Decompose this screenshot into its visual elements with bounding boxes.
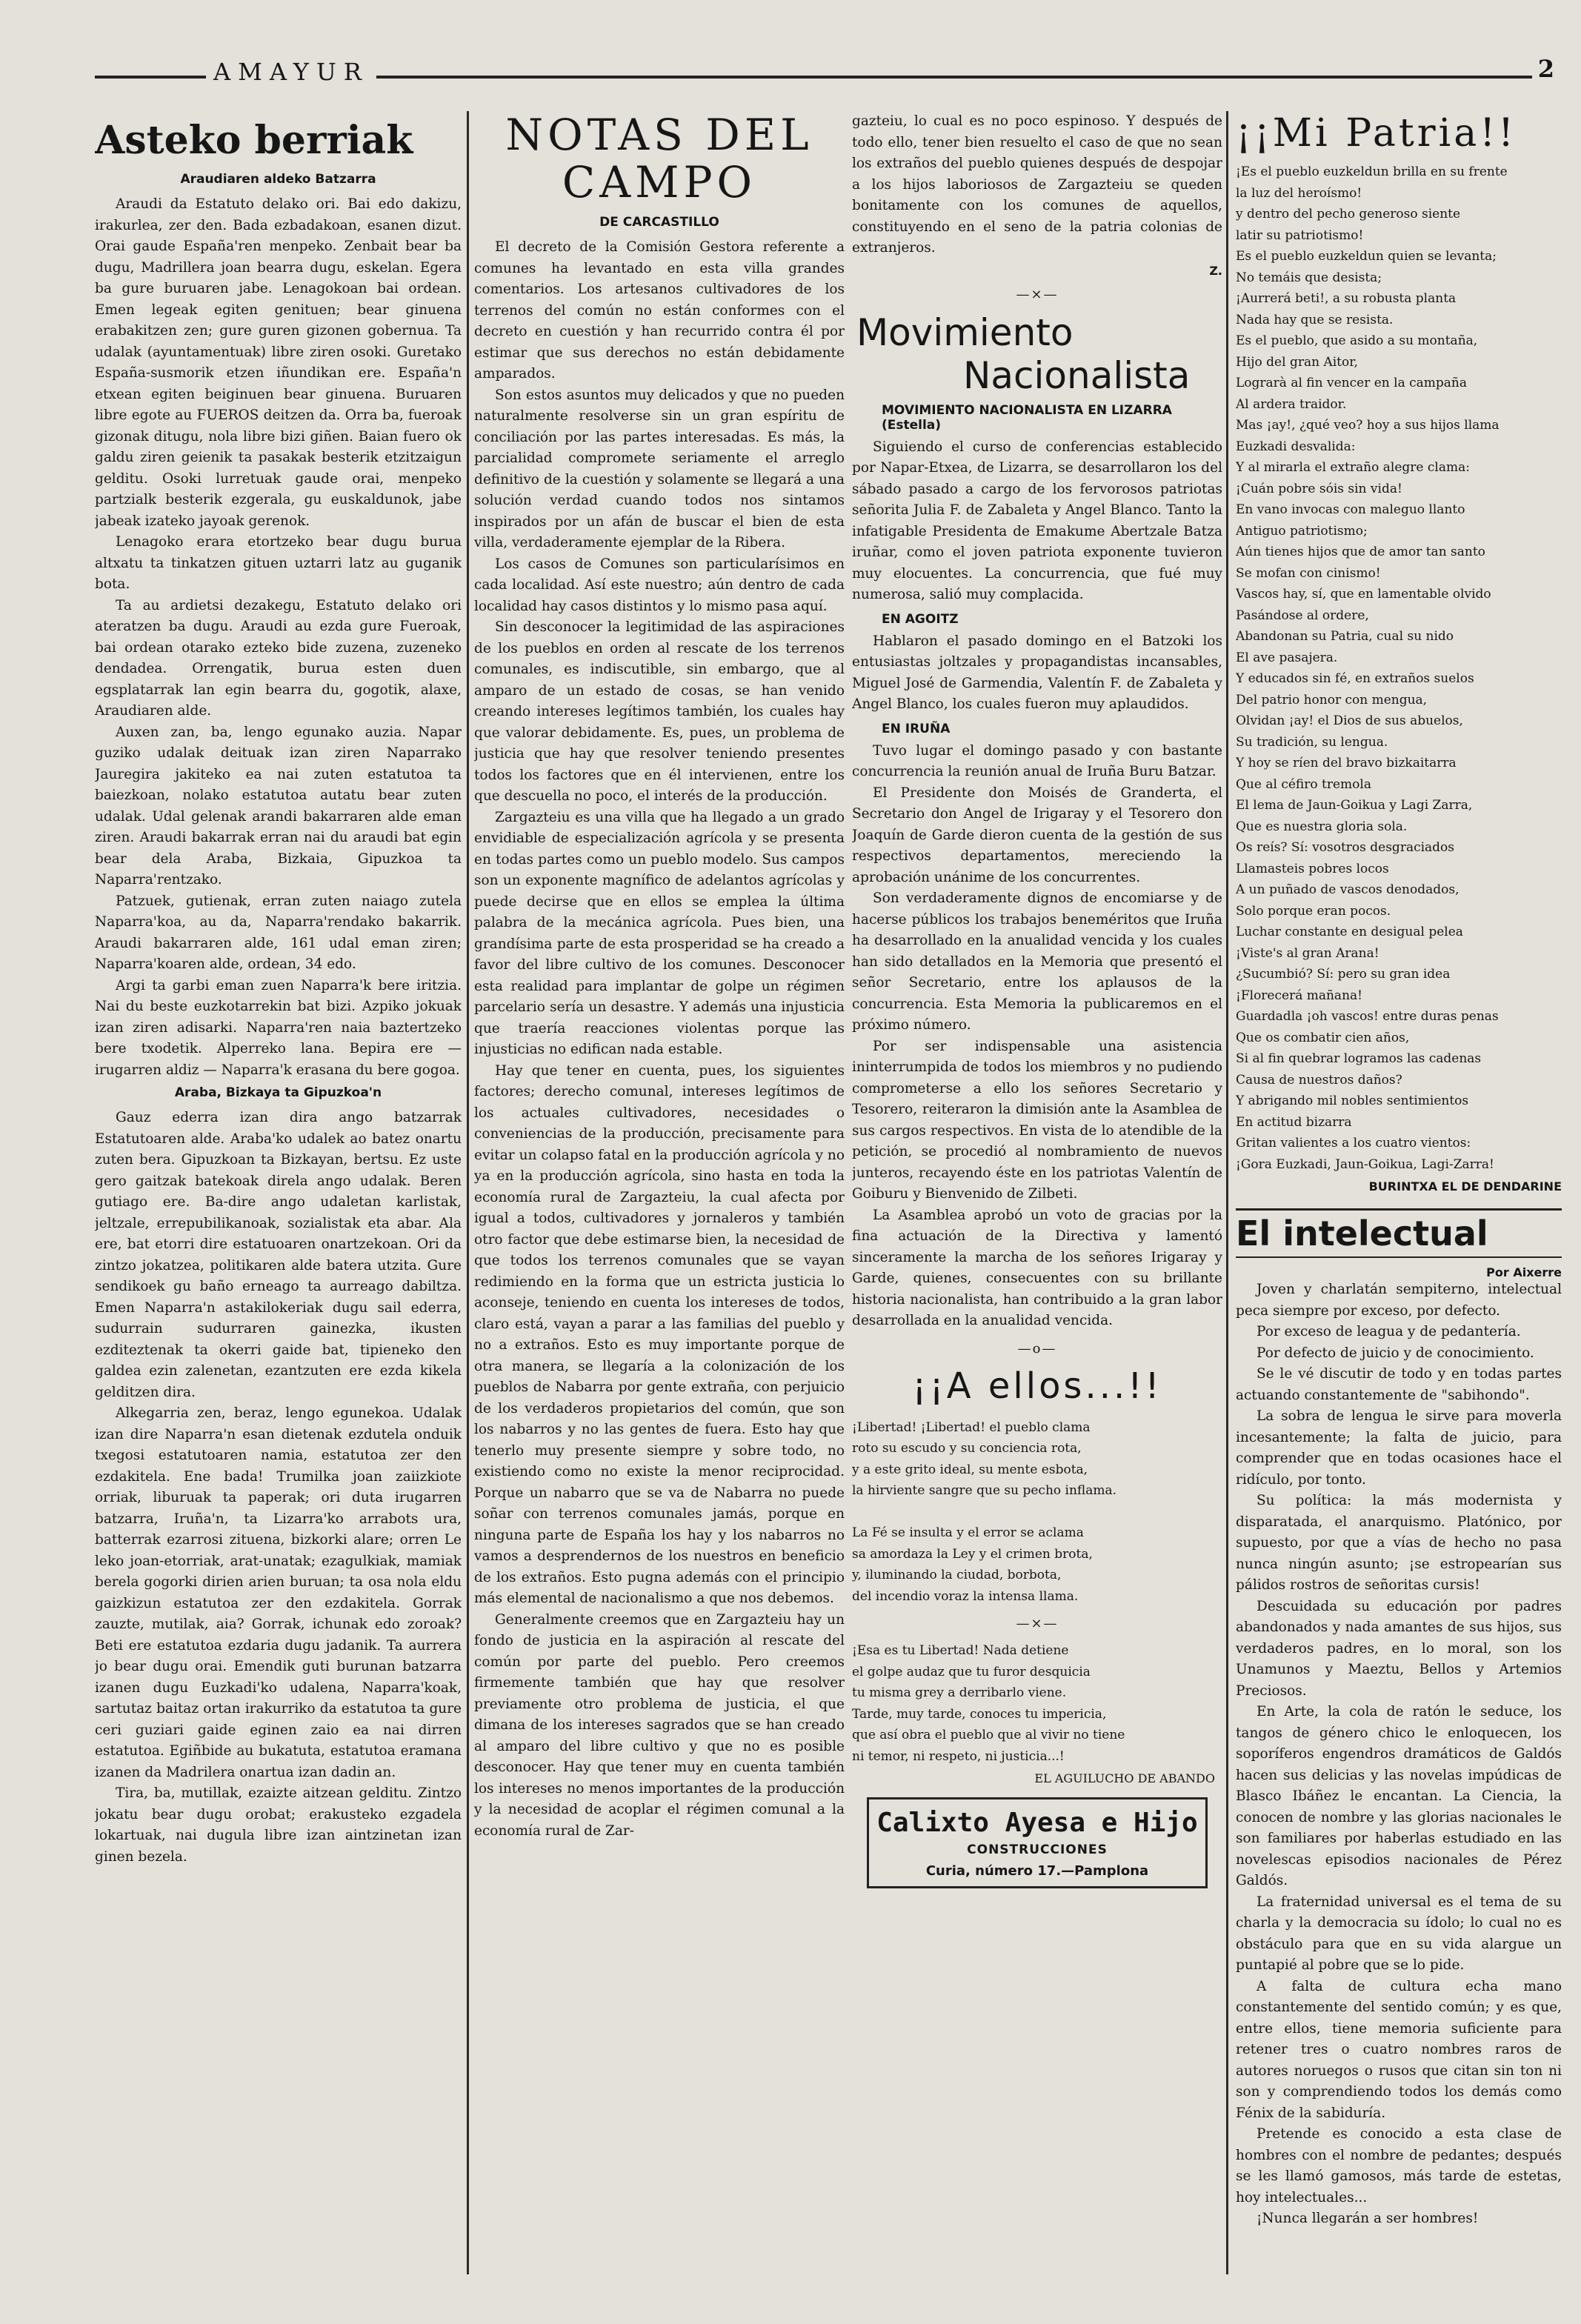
paragraph: Sin desconocer la legitimidad de las aspiraciones de los pueblos en orden al rescate de los terrenos comunales, es indiscutible, sin embargo, que al amparo de un estado de cosas, se han venido creando intereses legítimos también, los cuales hay que valorar debidamente. Es, pues, un problema de justicia que hay que resolver teniendo presentes todos los factores que en él intervienen, entre los que descuella no poco, el interés de la producción.	[474, 619, 845, 804]
byline-aixerre: Por Aixerre	[1486, 1265, 1562, 1279]
ad-address: Curia, número 17.—Pamplona	[925, 1863, 1149, 1879]
subheading-iruna: EN IRUÑA	[882, 721, 951, 736]
paragraph: El decreto de la Comisión Gestora referente a comunes ha levantado en esta villa grandes comentarios. Los artesanos cultivadores de los terrenos del común no están conformes con el decreto en cuestión y han recurrido contra él por estimar que sus derechos no están debidamente amparados.	[474, 239, 845, 382]
paragraph: Hablaron el pasado domingo en el Batzoki los entusiastas joltzales y propagandistas incansables, Miguel José de Garmendia, Valentín F. de Zabaleta y Angel Blanco, los cuales fueron muy aplaudidos.	[852, 633, 1222, 712]
column-rule-1	[467, 111, 469, 2274]
paragraph: Por defecto de juicio y de conocimiento.	[1257, 1345, 1534, 1361]
signature-z: Z.	[1209, 263, 1222, 278]
divider: —×—	[1016, 286, 1059, 302]
subheading-carcastillo: DE CARCASTILLO	[599, 215, 719, 230]
masthead-rule	[376, 76, 1532, 79]
paragraph: Auxen zan, ba, lengo egunako auzia. Napar guziko udalak deituak izan ziren Naparrako Jauregira jakiteko ea nai zuten estatutoa ta baiezkoan, nolako estatutoa autatu bear zuten udalak. Udal gelenak arandi bakarraren alde eman ziren. Araudi bakarrak erran nai du araudi bat egin bear dela Araba, Bizkaia, Gipuzkoa ta Naparra'rentzako.	[95, 724, 462, 888]
paragraph: Descuidada su educación por padres abandonados y nada amantes de sus hijos, sus verdaderos padres, en lo moral, son los Unamunos y Maeztu, Bellos y Artemios Preciosos.	[1236, 1598, 1562, 1699]
paragraph: Lenagoko erara etortzeko bear dugu burua altxatu ta tinkatzen gituen uztarri latz au guganik bota.	[95, 534, 462, 592]
paragraph: Tira, ba, mutillak, ezaizte aitzean gelditu. Zintzo jokatu bear dugu orobat; erakusteko ezgadela lokartuak, nai dugula libre izan aintzinetan izan ginen bezela.	[95, 1785, 462, 1865]
poem-verse: ¡Libertad! ¡Libertad! el pueblo clama roto su escudo y su conciencia rota, y a este grito ideal, su mente esbota, la hirviente sangre que su pecho inflama. La Fé se insulta y el error se aclama sa amordaza la Ley y el crimen brota, y, iluminando la ciudad, borbota, del incendio voraz la intensa llama.	[852, 1419, 1117, 1604]
masthead-title: AMAYUR	[213, 58, 369, 86]
ad-company-name: Calixto Ayesa e Hijo	[876, 1808, 1198, 1838]
paragraph: Joven y charlatán sempiterno, intelectual peca siempre por exceso, por defecto.	[1236, 1282, 1562, 1319]
paragraph: Alkegarria zen, beraz, lengo egunekoa. Udalak izan dire Naparra'n esan dietenak ezdutela onduik txegosi estatutoaren namia, estatutoa zer den ezdakitela. Ene bada! Trumilka joan zaiizkiote orriak, liburuak ta paperak; ori duta irugarren batzarra, Iruña'n, ta Lizarra'ko arrabots ura, batterrak ezarrosi zituena, bizkorki alare; orren Le leko joan-etorriak, arat-unatak; ezagulkiak, mamiak berela gogorki dirien arien buruan; ta osa nola eldu gaizkizun estatutoa zer den ezdakitela. Gorrak zauzte, mutilak, aia? Gorrak, ichunak edo zoroak? Beti ere estatutoa ezdaria dugu jadanik. Ta aurrera jo bear dugu orai. Emendik guti burunan batzarra izanen dugu Euzkadi'ko udalena, Naparra'koak, sartutaz baitaz ortan irakurriko da estatutoa ta gure ceri guziari gaide eginen zaio ea nai dirren estatutoa. Egiñbide au bukatuta, estatutoa eramana izanen da Madrilera onartua izan dadin an.	[95, 1405, 462, 1780]
paragraph: Se le vé discutir de todo y en todas partes actuando constantemente de "sabihondo".	[1236, 1366, 1562, 1403]
article-title-intelectual: El intelectual	[1236, 1213, 1488, 1253]
divider: —×—	[1016, 1616, 1059, 1631]
ad-category: CONSTRUCCIONES	[967, 1842, 1108, 1857]
paragraph: Gauz ederra izan dira ango batzarrak Estatutoaren alde. Araba'ko udalek ao batez onartu zuten bera. Gipuzkoan ta Bizkayan, bertsu. Ez uste gero gaitzak batekoak direla ango udalak. Beren gutiago ere. Ba-dire ango udaletan karlistak, jeltzale, errepubilikanoak, sozialistak eta abar. Ala ere, bat etorri dire estatuoaren onartzekoan. Ori da zintzo jokatzea, politikaren alde batera utzita. Gure sendikoek gu baño erneago ta aurreago dabiltza. Emen Naparra'n astakilokeriak dugu sail ederra, sudurrain sudurraren gainezka, ikusten ezditeztenak ta okerri gaide bat, tipieneko den galdea ezin zalenetan, ezantzuten ere ezda kikela gelditzen dira.	[95, 1110, 462, 1400]
article-title-notas: NOTAS DEL CAMPO	[505, 111, 813, 207]
paragraph: El Presidente don Moisés de Granderta, el Secretario don Angel de Irigaray y el Tesorero don Joaquín de Garde dieron cuenta de la gestión de sus respectivos departamentos, mereciendo la aprobación unánime de los concurrentes.	[852, 785, 1222, 885]
paragraph: Pretende es conocido a esta clase de hombres con el nombre de pedantes; después se les llamó gamosos, más tarde de estetas, hoy intelectuales...	[1236, 2126, 1562, 2205]
paragraph: Son verdaderamente dignos de encomiarse y de hacerse públicos los trabajos beneméritos que Iruña ha desarrollado en la anualidad vencida y los cuales han sido detallados en la Memoria que presentó el señor Secretario, entre los aplausos de la concurrencia. Esta Memoria la publicaremos en el próximo número.	[852, 890, 1222, 1033]
paragraph: A falta de cultura echa mano constantemente del sentido común; y es que, entre ellos, tiene memoria suficiente para retener tres o cuatro nombres raros de autores noruegos o rusos que citan sin ton ni son y comprendiendo todos los demás como Fénix de la sabiduría.	[1236, 1978, 1562, 2121]
paragraph: En Arte, la cola de ratón le seduce, los tangos de género chico le enloquecen, los soporíferos engendros dramáticos de Galdós hacen sus delicias y las novelas impúdicas de Blasco Ibáñez le encantan. La Ciencia, la conocen de nombre y las glorias nacionales le son familiares por haberlas estudiado en las novelescas episodios nacionales de Pérez Galdós.	[1236, 1704, 1562, 1888]
subheading-agoitz: EN AGOITZ	[882, 611, 959, 627]
continued-paragraph: gazteiu, lo cual es no poco espinoso. Y después de todo ello, tener bien resuelto el caso de que no sean los extraños del pueblo quienes después de despojar a los hijos laboriosos de Zargazteiu se queden bonitamente con los comunes de aquellos, constituyendo en el seno de la patria colonias de extranjeros.	[852, 113, 1222, 256]
paragraph: ¡Nunca llegarán a ser hombres!	[1257, 2211, 1479, 2226]
title-box-intelectual	[1236, 1208, 1562, 1258]
article-title-mi-patria: ¡¡Mi Patria!!	[1236, 111, 1517, 156]
paragraph: Por exceso de leagua y de pedantería.	[1257, 1324, 1521, 1339]
poem-verse: ¡Esa es tu Libertad! Nada detiene el golpe audaz que tu furor desquicia tu misma grey a derribarlo viene. Tarde, muy tarde, conoces tu impericia, que así obra el pueblo que al vivir no tiene ni temor, ni respeto, ni justicia...!	[852, 1643, 1125, 1764]
column-mi-patria	[1236, 111, 1562, 2282]
column-movimiento	[852, 111, 1222, 2282]
paragraph: Zargazteiu es una villa que ha llegado a un grado envidiable de especialización agrícola y se presenta en todas partes como un pueblo modelo. Sus campos son un exponente magnífico de adelantos agrícolas y puede decirse que en ellos se emplea la última palabra de la mecánica agrícola. Pues bien, una grandísima parte de esta prosperidad se ha creado a favor del libre cultivo de los comunes. Desconocer esta realidad para implantar de golpe un régimen parcelario sería un desastre. Y además una injusticia que traería reacciones violentas porque las injusticias no edifican nada estable.	[474, 809, 845, 1057]
column-rule-3	[1226, 111, 1228, 2274]
paragraph: Araudi da Estatuto delako ori. Bai edo dakizu, irakurlea, zer den. Bada ezbadakoan, esanen dizut. Orai gaude España'ren menpeko. Zenbait bear ba dugu, Madrillera joan bearra dugu, eskelan. Egera ba gure buruaren jabe. Lenagokoan bai ordean. Emen legeak egiten genituen; bear ginuena erabakitzen zen; gure guren gizonen gobernua. Ta udalak (ayuntamentuak) libre ziren osoki. Guretako España-susmorik etzen iñundikan ere. España'n etxean egiten beiginuen bear ginuena. Buruaren libre egote au FUEROS deitzen da. Orra ba, fueroak gizonak ditugu, nola libre bizi giñen. Baian fuero ok galdu ziren geienik ta pasakak besterik etzitzaigun gelditu. Osoki lurretuak gaude orai, menpeko partzialk besterik ezgerala, gu euskaldunok, jabe jabeak izateko jayoak gerenok.	[95, 196, 462, 529]
paragraph: Su política: la más modernista y disparatada, el anarquismo. Platónico, por supuesto, por que a vías de hecho no pasa nunca ningún asunto; ¡se estropearían sus pálidos rostros de señoritas cursis!	[1236, 1493, 1562, 1593]
column-notas-del-campo	[474, 111, 845, 2282]
paragraph: Tuvo lugar el domingo pasado y con bastante concurrencia la reunión anual de Iruña Buru Batzar.	[852, 742, 1222, 779]
subheading-araudiaren: Araudiaren aldeko Batzarra	[180, 172, 376, 187]
column-asteko-berriak	[95, 111, 462, 2282]
paragraph: Ta au ardietsi dezakegu, Estatuto delako ori ateratzen ba dugu. Araudi au ezda gure Fueroak, bai ordean otarako ezteko bide zuzena, zuzeneko dendadea. Orrengatik, burua esten duen egsplatarrak lan egin bearra du, gogotik, alaxe, Araudiaren alde.	[95, 597, 462, 719]
paragraph: Son estos asuntos muy delicados y que no pueden naturalmente resolverse sin un gran espíritu de conciliación por las partes interesadas. Es más, la parcialidad compromete seriamente el arreglo definitivo de la cuestión y solamente se llegará a una solución verdad cuando todos nos sintamos inspirados por un afán de buscar el bien de esta villa, verdaderamente ejemplar de la Ribera.	[474, 387, 845, 550]
masthead	[95, 55, 1562, 87]
article-title-movimiento: Movimiento	[856, 310, 1074, 354]
article-title-a-ellos: ¡¡A ellos...!!	[912, 1365, 1162, 1407]
paragraph: Patzuek, gutienak, erran zuten naiago zutela Naparra'koa, au da, Naparra'rendako bakarrik. Araudi bakarraren alde, 161 udal eman ziren; Naparra'koaren alde, ordean, 34 edo.	[95, 893, 462, 972]
article-title-asteko: Asteko berriak	[95, 118, 413, 163]
subheading-lizarra: MOVIMIENTO NACIONALISTA EN LIZARRA (Estella)	[882, 402, 1172, 433]
signature-burintxa: BURINTXA EL DE DENDARINE	[1368, 1179, 1562, 1193]
divider: —o—	[1017, 1340, 1057, 1356]
article-title-nacionalista: Nacionalista	[963, 353, 1191, 397]
paragraph: Siguiendo el curso de conferencias establecido por Napar-Etxea, de Lizarra, se desarrollaron los del sábado pasado a cargo de los fervorosos patriotas señorita Julia F. de Zabaleta y Angel Blanco. Tanto la infatigable Presidenta de Emakume Abertzale Batza iruñar, como el joven patriota exponente tuvieron muy elocuentes. La concurrencia, que fué muy numerosa, salió muy complacida.	[852, 439, 1222, 602]
signature-aguilucho: EL AGUILUCHO DE ABANDO	[1034, 1771, 1215, 1785]
page-number: 2	[1537, 55, 1554, 83]
paragraph: Por ser indispensable una asistencia ininterrumpida de todos los miembros y no pudiendo comprometerse a ello los señores Secretario y Tesorero, reiteraron la dimisión ante la Asamblea de sus cargos respectivos. En vista de lo atendible de la petición, se procedió al nombramiento de nuevos junteros, recayendo éste en los patriotas Valentín de Goiburu y Bienvenido de Zilbeti.	[852, 1038, 1222, 1202]
subheading-araba: Araba, Bizkaya ta Gipuzkoa'n	[174, 1085, 382, 1100]
paragraph: Hay que tener en cuenta, pues, los siguientes factores; derecho comunal, intereses legítimos de los actuales cultivadores, necesidades o conveniencias de la producción, precisamente para evitar un colapso fatal en la producción agrícola y no ya en la producción agrícola, sino hasta en toda la economía rural de Zargazteiu, la cual afecta por igual a todos, cultivadores y jornaleros y también otro factor que debe estimarse bien, la necesidad de que todos los terrenos comunales que se vayan redimiendo en la forma que un estricta justicia lo aconseje, teniendo en cuenta los intereses de todos, claro está, vayan a parar a las familias del pueblo y no a extraños. Esto es muy importante porque de otra manera, se llegaría a la colonización de los pueblos de Nabarra por gente extraña, con perjuicio de los verdaderos propietarios del común, que son los nabarros y no las gentes de fuera. Esto hay que tenerlo muy presente siempre y sobre todo, no existiendo como no existe la menor reciprocidad. Porque un nabarro que se va de Nabarra no puede soñar con terrenos comunales jamás, porque en ninguna parte de España los hay y los nabarros no vamos a desprendernos de los nuestros en beneficio de los extraños. Esto pugna además con el principio más elemental de nacionalismo a que nos debemos.	[474, 1062, 845, 1606]
paragraph: La Asamblea aprobó un voto de gracias por la fina actuación de la Directiva y lamentó sinceramente la marcha de los señores Irigaray y Garde, quienes, consecuentes con su brillante historia nacionalista, han contribuido a la gran labor desarrollada en la anualidad vencida.	[852, 1207, 1222, 1328]
paragraph: Argi ta garbi eman zuen Naparra'k bere iritzia. Nai du beste euzkotarrekin bat bizi. Azpiko jokuak izan ziren adisarki. Naparra'ren naia baztertzeko bere txodetik. Alperreko lana. Bepira ere — irugarren aldiz — Naparra'k erasana du bere gogoa.	[95, 977, 462, 1078]
paragraph: La fraternidad universal es el tema de su charla y la democracia su ídolo; lo cual no es obstáculo para que en su vida alargue un puntapié al pobre que se lo pide.	[1236, 1894, 1562, 1973]
paragraph: La sobra de lengua le sirve para moverla incesantemente; la falta de juicio, para comprender que en todas ocasiones hace el ridículo, por tonto.	[1236, 1408, 1562, 1488]
paragraph: Los casos de Comunes son particularísimos en cada localidad. Así este nuestro; aún dentro de cada localidad hay casos distintos y lo mismo pasa aquí.	[474, 556, 845, 614]
poem-verse: ¡Es el pueblo euzkeldun brilla en su frente la luz del heroísmo! y dentro del pecho generoso siente latir su patriotismo! Es el pueblo euzkeldun quien se levanta; No temáis que desista; ¡Aurrerá beti!, a su robusta planta Nada hay que se resista. Es el pueblo, que asido a su montaña, Hijo del gran Aitor, Lograrà al fin vencer en la campaña Al ardera traidor. Mas ¡ay!, ¿qué veo? hoy a sus hijos llama Euzkadi desvalida: Y al mirarla el extraño alegre clama: ¡Cuán pobre sóis sin vida! En vano invocas con maleguo llanto Antiguo patriotismo; Aún tienes hijos que de amor tan santo Se mofan con cinismo! Vascos hay, sí, que en lamentable olvido Pasándose al ordere, Abandonan su Patria, cual su nido El ave pasajera. Y educados sin fé, en extraños suelos Del patrio honor con mengua, Olvidan ¡ay! el Dios de sus abuelos, Su tradición, su lengua. Y hoy se ríen del bravo bizkaitarra Que al céfiro tremola El lema de Jaun-Goikua y Lagi Zarra, Que es nuestra gloria sola. Os reís? Sí: vosotros desgraciados Llamasteis pobres locos A un puñado de vascos denodados, Solo porque eran pocos. Luchar constante en desigual pelea ¡Viste's al gran Arana! ¿Sucumbió? Sí: pero su gran idea ¡Florecerá mañana! Guardadla ¡oh vascos! entre duras penas Que os combatir cien años, Si al fin quebrar logramos las cadenas Causa de nuestros daños? Y abrigando mil nobles sentimientos En actitud bizarra Gritan valientes a los cuatro vientos: ¡Gora Euzkadi, Jaun-Goikua, Lagi-Zarra!	[1236, 164, 1508, 1172]
advertisement-box	[867, 1797, 1208, 1888]
masthead-rule-left	[95, 76, 206, 79]
paragraph: Generalmente creemos que en Zargazteiu hay un fondo de justicia en la aspiración al rescate del común por parte del pueblo. Pero creemos firmemente también que hay que resolver previamente otro problema de justicia, el que dimana de los intereses sagrados que se han creado al amparo del libre cultivo y que no es posible desconocer. Hay que tener muy en cuenta también los intereses no menos importantes de la producción y la necesidad de acoplar el régimen comunal a la economía rural de Zar-	[474, 1611, 845, 1839]
